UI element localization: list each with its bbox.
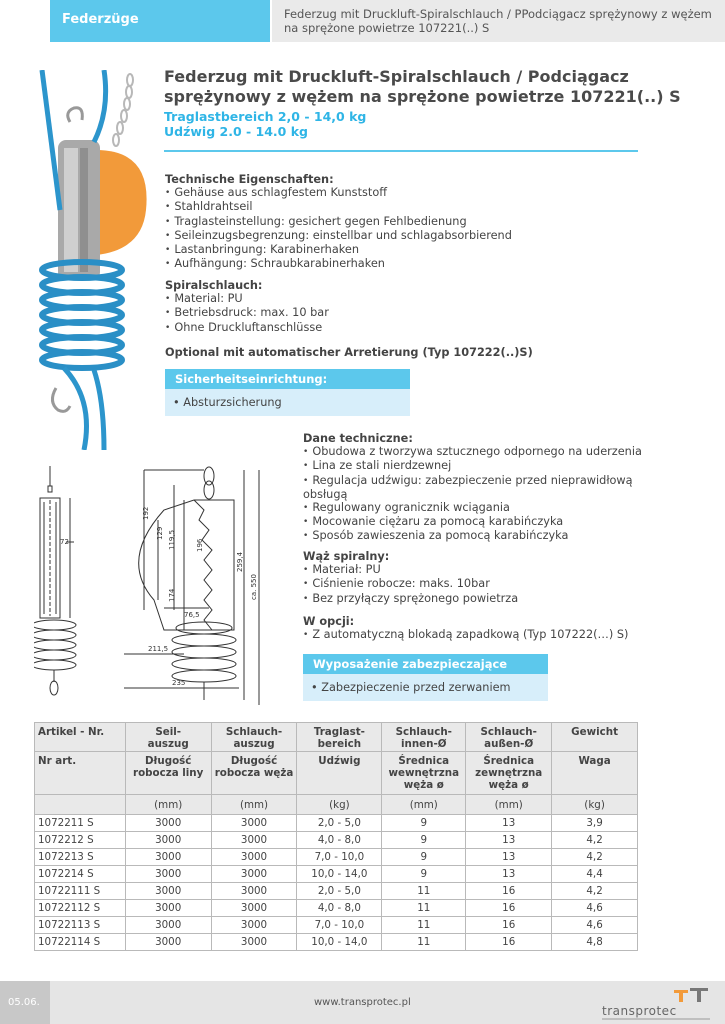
table-cell: 7,0 - 10,0 bbox=[297, 849, 382, 866]
list-item: • Gehäuse aus schlagfestem Kunststoff bbox=[165, 186, 635, 200]
de-safety-heading: Sicherheitseinrichtung: bbox=[165, 369, 410, 389]
de-optional: Optional mit automatischer Arretierung (Typ 107222(..)S) bbox=[165, 346, 533, 359]
dim-label: 174 bbox=[168, 588, 176, 602]
table-cell: 16 bbox=[466, 917, 552, 934]
table-cell: 10722111 S bbox=[35, 883, 126, 900]
table-row bbox=[35, 832, 638, 849]
list-item: • Z automatyczną blokadą zapadkową (Typ 107222(…) S) bbox=[303, 628, 643, 642]
logo-text: transprotec bbox=[602, 1004, 677, 1018]
header-row-de bbox=[35, 723, 638, 752]
unit-cell: (mm) bbox=[211, 795, 297, 815]
list-item: • Lina ze stali nierdzewnej bbox=[303, 459, 643, 473]
table-cell: 9 bbox=[382, 815, 466, 832]
header-row-pl bbox=[35, 752, 638, 795]
table-cell: 4,8 bbox=[552, 934, 638, 951]
table-cell: 3000 bbox=[125, 883, 211, 900]
list-item: • Bez przyłączy sprężonego powietrza bbox=[303, 592, 643, 606]
footer-url[interactable]: www.transprotec.pl bbox=[314, 997, 411, 1008]
table-cell: 2,0 - 5,0 bbox=[297, 883, 382, 900]
list-item: • Stahldrahtseil bbox=[165, 200, 635, 214]
table-cell: 3000 bbox=[211, 815, 297, 832]
pl-hose-heading: Wąż spiralny: bbox=[303, 550, 390, 563]
col-header: Długość robocza liny bbox=[125, 752, 211, 795]
table-cell: 13 bbox=[466, 815, 552, 832]
table-cell: 4,4 bbox=[552, 866, 638, 883]
table-cell: 4,0 - 8,0 bbox=[297, 832, 382, 849]
list-item: • Ohne Druckluftanschlüsse bbox=[165, 321, 635, 335]
dim-label: 119,5 bbox=[168, 529, 176, 550]
technical-drawing bbox=[34, 460, 296, 715]
list-item: • Sposób zawieszenia za pomocą karabińczyka bbox=[303, 529, 643, 543]
list-item: • Betriebsdruck: max. 10 bar bbox=[165, 306, 635, 320]
header-bar bbox=[272, 0, 725, 42]
table-row bbox=[35, 900, 638, 917]
dim-label: 192 bbox=[142, 506, 150, 520]
table-cell: 3000 bbox=[211, 832, 297, 849]
col-header: Waga bbox=[552, 752, 638, 795]
table-cell: 3000 bbox=[211, 934, 297, 951]
col-header: Średnica wewnętrzna węża ø bbox=[382, 752, 466, 795]
col-header: Schlauch- außen-Ø bbox=[466, 723, 552, 752]
header-title: Federzug mit Druckluft-Spiralschlauch / PPodciągacz sprężynowy z wężem na sprężone powietrze 107221(..) S bbox=[284, 7, 712, 35]
table-cell: 4,6 bbox=[552, 917, 638, 934]
list-item: • Regulowany ogranicznik wciągania bbox=[303, 501, 643, 515]
pl-hose bbox=[303, 550, 643, 606]
col-header: Długość robocza węża bbox=[211, 752, 297, 795]
dim-label: 211,5 bbox=[148, 645, 169, 653]
pl-option bbox=[303, 615, 643, 642]
pl-tech-heading: Dane techniczne: bbox=[303, 432, 413, 445]
unit-cell: (kg) bbox=[552, 795, 638, 815]
table-cell: 10,0 - 14,0 bbox=[297, 866, 382, 883]
dim-label: 196 bbox=[196, 538, 204, 552]
table-cell: 1072211 S bbox=[35, 815, 126, 832]
col-header: Średnica zewnętrzna węża ø bbox=[466, 752, 552, 795]
unit-cell: (mm) bbox=[466, 795, 552, 815]
table-cell: 16 bbox=[466, 900, 552, 917]
pl-safety-heading: Wyposażenie zabezpieczające bbox=[303, 654, 548, 674]
table-cell: 3000 bbox=[125, 815, 211, 832]
de-safety-box bbox=[165, 389, 410, 416]
list-item: • Ciśnienie robocze: maks. 10bar bbox=[303, 577, 643, 591]
table-cell: 4,2 bbox=[552, 883, 638, 900]
pl-safety-box bbox=[303, 674, 548, 701]
unit-cell: (kg) bbox=[297, 795, 382, 815]
product-title: Federzug mit Druckluft-Spiralschlauch / Podciągacz sprężynowy z wężem na sprężone powietrze 107221(..) S bbox=[164, 67, 681, 106]
table-row bbox=[35, 934, 638, 951]
col-header: Gewicht bbox=[552, 723, 638, 752]
unit-cell: (mm) bbox=[125, 795, 211, 815]
col-header: Traglast- bereich bbox=[297, 723, 382, 752]
page-number: 05.06. bbox=[8, 997, 40, 1008]
load-range-pl: Udźwig 2.0 - 14.0 kg bbox=[164, 124, 308, 139]
table-cell: 13 bbox=[466, 866, 552, 883]
col-header: Seil- auszug bbox=[125, 723, 211, 752]
table-cell: 3000 bbox=[211, 900, 297, 917]
product-photo bbox=[34, 70, 152, 450]
de-features bbox=[165, 173, 635, 271]
table-cell: 1072213 S bbox=[35, 849, 126, 866]
table-cell: 2,0 - 5,0 bbox=[297, 815, 382, 832]
table-cell: 11 bbox=[382, 917, 466, 934]
de-hose bbox=[165, 279, 635, 335]
de-hose-heading: Spiralschlauch: bbox=[165, 279, 263, 292]
list-item: • Traglasteinstellung: gesichert gegen Fehlbedienung bbox=[165, 215, 635, 229]
table-cell: 1072212 S bbox=[35, 832, 126, 849]
dim-label: 259,4 bbox=[236, 551, 244, 572]
page-number-box bbox=[0, 981, 50, 1024]
table-cell: 3000 bbox=[125, 917, 211, 934]
table-cell: 4,6 bbox=[552, 900, 638, 917]
unit-cell bbox=[35, 795, 126, 815]
table-cell: 9 bbox=[382, 849, 466, 866]
title-divider bbox=[164, 150, 638, 152]
pl-features bbox=[303, 432, 643, 544]
dim-label: 76,5 bbox=[184, 611, 200, 619]
table-cell: 1072214 S bbox=[35, 866, 126, 883]
table-cell: 10722113 S bbox=[35, 917, 126, 934]
table-cell: 3000 bbox=[125, 934, 211, 951]
list-item: • Materiał: PU bbox=[303, 563, 643, 577]
list-item: • Mocowanie ciężaru za pomocą karabińczyka bbox=[303, 515, 643, 529]
col-header: Artikel - Nr. bbox=[35, 723, 126, 752]
table-cell: 10,0 - 14,0 bbox=[297, 934, 382, 951]
table-cell: 3000 bbox=[125, 849, 211, 866]
bullet: • bbox=[311, 681, 322, 694]
list-item: • Lastanbringung: Karabinerhaken bbox=[165, 243, 635, 257]
table-cell: 3000 bbox=[211, 866, 297, 883]
table-row bbox=[35, 849, 638, 866]
unit-cell: (mm) bbox=[382, 795, 466, 815]
dim-label: 235 bbox=[172, 679, 186, 687]
table-cell: 10722112 S bbox=[35, 900, 126, 917]
bullet: • bbox=[173, 396, 184, 409]
table-cell: 11 bbox=[382, 934, 466, 951]
load-range-de: Traglastbereich 2,0 - 14,0 kg bbox=[164, 109, 367, 124]
dim-label: 129 bbox=[156, 526, 164, 540]
de-safety-item: Absturzsicherung bbox=[183, 396, 282, 409]
pl-safety-item: Zabezpieczenie przed zerwaniem bbox=[321, 681, 511, 694]
table-row bbox=[35, 883, 638, 900]
list-item: • Obudowa z tworzywa sztucznego odpornego na uderzenia bbox=[303, 445, 643, 459]
table-cell: 10722114 S bbox=[35, 934, 126, 951]
table-cell: 16 bbox=[466, 883, 552, 900]
table-cell: 4,0 - 8,0 bbox=[297, 900, 382, 917]
table-cell: 3000 bbox=[125, 866, 211, 883]
table-row bbox=[35, 917, 638, 934]
table-cell: 3000 bbox=[211, 883, 297, 900]
table-cell: 4,2 bbox=[552, 849, 638, 866]
list-item: • Aufhängung: Schraubkarabinerhaken bbox=[165, 257, 635, 271]
table-cell: 3000 bbox=[211, 849, 297, 866]
col-header: Schlauch- innen-Ø bbox=[382, 723, 466, 752]
section-tab bbox=[50, 0, 270, 42]
table-cell: 3000 bbox=[125, 832, 211, 849]
table-cell: 16 bbox=[466, 934, 552, 951]
table-cell: 3,9 bbox=[552, 815, 638, 832]
table-cell: 13 bbox=[466, 849, 552, 866]
units-row bbox=[35, 795, 638, 815]
table-cell: 11 bbox=[382, 883, 466, 900]
table-cell: 9 bbox=[382, 866, 466, 883]
dim-label: 72 bbox=[60, 538, 69, 546]
table-cell: 4,2 bbox=[552, 832, 638, 849]
table-row bbox=[35, 815, 638, 832]
col-header: Udźwig bbox=[297, 752, 382, 795]
de-tech-heading: Technische Eigenschaften: bbox=[165, 173, 334, 186]
list-item: • Regulacja udźwigu: zabezpieczenie przed nieprawidłową obsługą bbox=[303, 474, 643, 501]
table-cell: 3000 bbox=[125, 900, 211, 917]
list-item: • Seileinzugsbegrenzung: einstellbar und schlagabsorbierend bbox=[165, 229, 635, 243]
table-cell: 7,0 - 10,0 bbox=[297, 917, 382, 934]
section-title: Federzüge bbox=[62, 12, 139, 27]
spec-table bbox=[34, 722, 638, 951]
col-header: Schlauch- auszug bbox=[211, 723, 297, 752]
table-cell: 3000 bbox=[211, 917, 297, 934]
list-item: • Material: PU bbox=[165, 292, 635, 306]
table-cell: 9 bbox=[382, 832, 466, 849]
col-header: Nr art. bbox=[35, 752, 126, 795]
pl-option-heading: W opcji: bbox=[303, 615, 355, 628]
table-cell: 13 bbox=[466, 832, 552, 849]
dim-label: ca. 550 bbox=[250, 574, 258, 600]
table-row bbox=[35, 866, 638, 883]
table-cell: 11 bbox=[382, 900, 466, 917]
